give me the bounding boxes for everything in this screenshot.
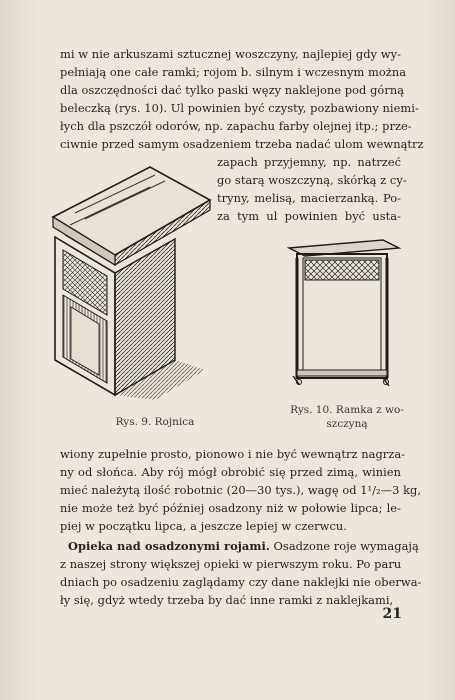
figure-caption: Rys. 9. Rojnica [115,416,195,428]
text-line: mi w nie arkuszami sztucznej woszczyny, najlepiej gdy wy- [60,47,401,61]
text-line: dla oszczędności dać tylko paski węzy naklejone pod górną [60,83,405,97]
text-line: nie może też być później osadzony niż w połowie lipca; le- [60,501,401,515]
text-line: piej w początku lipca, a jeszcze lepiej w czerwcu. [60,519,347,533]
text-line: ły się, gdyż wtedy trzeba by dać inne ramki z naklejkami, [60,593,394,607]
text-line: mieć należytą ilość robotnic (20—30 tys.), wagę od 1¹/₂—3 kg, [60,483,422,497]
page-number: 21 [382,606,402,622]
section-first-line-rest: Osadzone roje wymagają [273,539,419,553]
text-line: z naszej strony większej opieki w pierwszym roku. Po paru [60,557,402,571]
text-line: beleczką (rys. 10). Ul powinien być czysty, pozbawiony niemi- [60,101,419,115]
figure-caption-line2: szczyną [326,418,368,430]
text-line: ny od słońca. Aby rój mógł obrobić się przed zimą, winien [60,465,401,479]
section-heading: Opieka nad osadzonymi rojami. [68,539,270,553]
text-line: zapach przyjemny, np. natrzeć [217,155,401,169]
text-line: łych dla pszczół odorów, np. zapachu farby olejnej itp.; prze- [60,119,412,133]
text-line: wiony zupełnie prosto, pionowo i nie być wewnątrz nagrza- [60,447,406,461]
text-line: dniach po osadzeniu zaglądamy czy dane naklejki nie oberwa- [60,575,422,589]
frame-illustration [287,238,402,398]
text-line: ciwnie przed samym osadzeniem trzeba nadać ulom wewnątrz [60,137,424,151]
text-line: go starą woszczyną, skórką z cy- [217,173,407,187]
section-first-line [68,538,419,554]
swarm-box-illustration [45,155,215,405]
text-line: za tym ul powinien być usta- [217,209,401,223]
text-line: pełniają one całe ramki; rojom b. silnym i wczesnym można [60,65,407,79]
text-line: tryny, melisą, macierzanką. Po- [217,191,401,205]
figure-caption-line1: Rys. 10. Ramka z wo- [290,404,404,416]
